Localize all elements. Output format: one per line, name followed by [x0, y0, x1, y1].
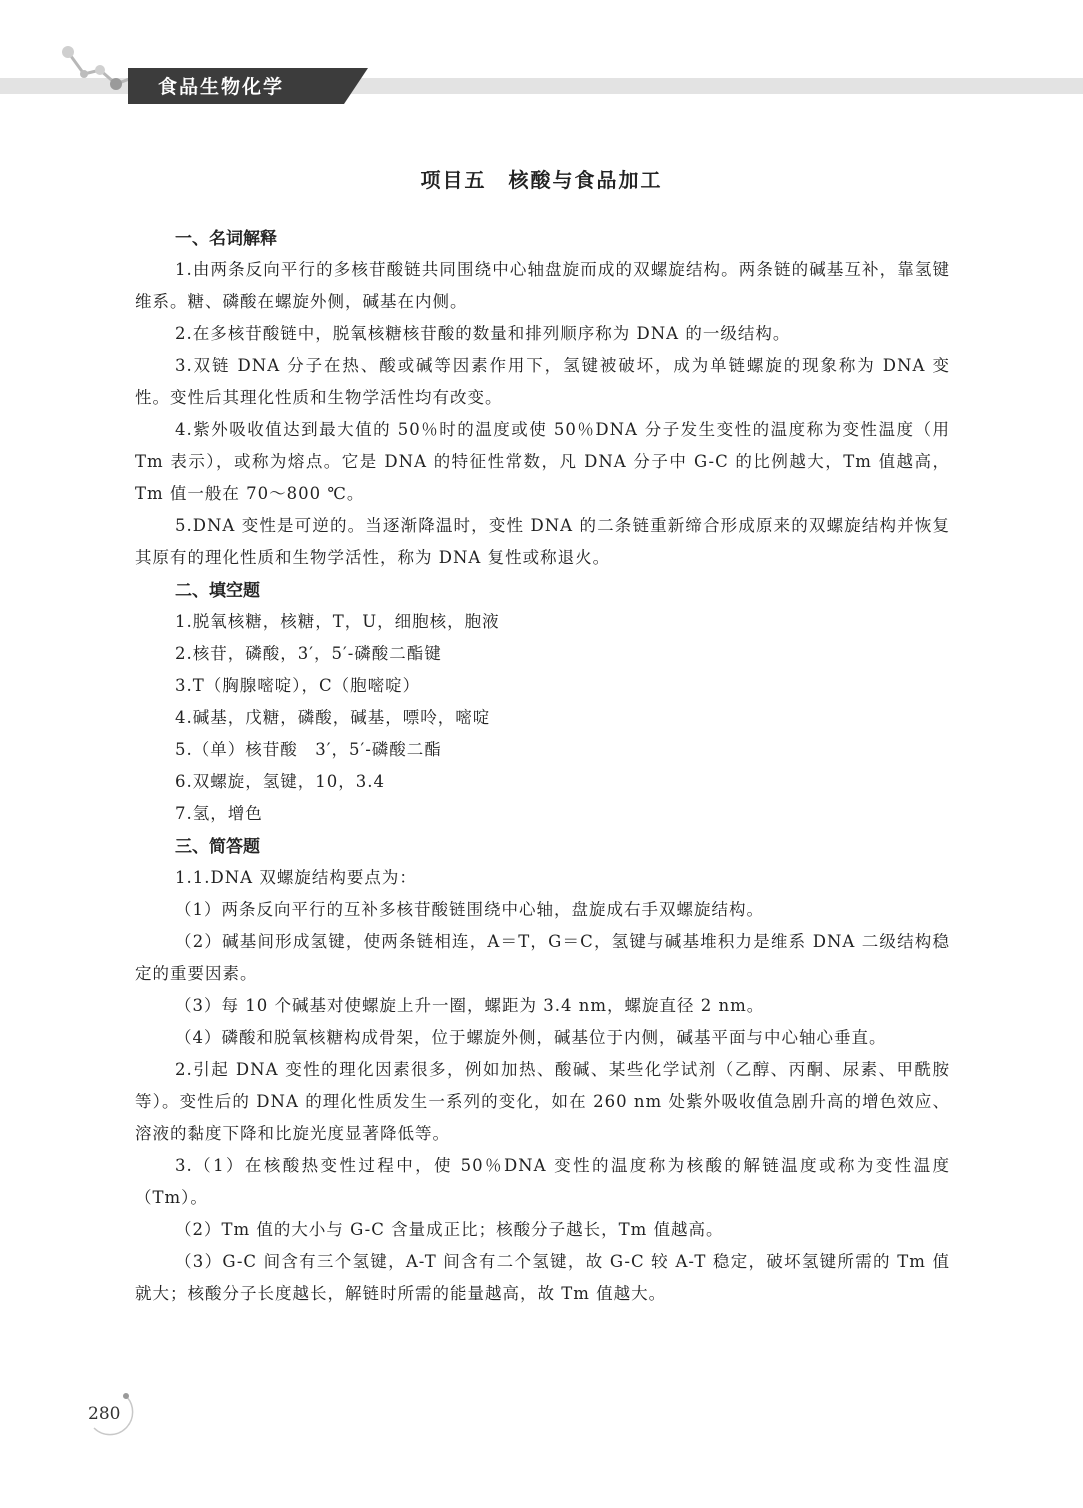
answer-line: 2.核苷，磷酸，3′，5′-磷酸二酯键: [175, 644, 442, 663]
paragraph: （2）碱基间形成氢键，使两条链相连，A＝T，G＝C，氢键与碱基堆积力是维系 DNA 二级结构稳定的重要因素。: [135, 932, 950, 983]
paragraph: 1.1.DNA 双螺旋结构要点为：: [175, 868, 417, 887]
page-title: 项目五 核酸与食品加工: [420, 168, 663, 192]
paragraph: （1）两条反向平行的互补多核苷酸链围绕中心轴，盘旋成右手双螺旋结构。: [175, 900, 764, 919]
answer-line: 3.T（胸腺嘧啶），C（胞嘧啶）: [175, 676, 421, 695]
paragraph: 5.DNA 变性是可逆的。当逐渐降温时，变性 DNA 的二条链重新缔合形成原来的双螺旋结构并恢复其原有的理化性质和生物学活性，称为 DNA 复性或称退火。: [135, 516, 950, 567]
paragraph: （3）G-C 间含有三个氢键，A-T 间含有二个氢键，故 G-C 较 A-T 稳定，破坏氢键所需的 Tm 值就大；核酸分子长度越长，解链时所需的能量越高，故 Tm 值越大。: [135, 1252, 950, 1303]
section-title: 一、名词解释: [175, 229, 277, 249]
paragraph: （3）每 10 个碱基对使螺旋上升一圈，螺距为 3.4 nm，螺旋直径 2 nm。: [175, 996, 765, 1015]
paragraph: 4.紫外吸收值达到最大值的 50％时的温度或使 50％DNA 分子发生变性的温度称为变性温度（用 Tm 表示），或称为熔点。它是 DNA 的特征性常数，凡 DNA 分子中 G-C 的比例越大，Tm 值越高，Tm 值一般在 70～800 ℃。: [135, 420, 950, 503]
paragraph: 2.在多核苷酸链中，脱氧核糖核苷酸的数量和排列顺序称为 DNA 的一级结构。: [175, 324, 791, 343]
section-fill-blank: [135, 576, 950, 830]
section-title: 三、简答题: [175, 837, 260, 857]
content: [135, 224, 950, 1312]
answer-line: 5.（单）核苷酸 3′，5′-磷酸二酯: [175, 740, 442, 759]
paragraph: 2.引起 DNA 变性的理化因素很多，例如加热、酸碱、某些化学试剂（乙醇、丙酮、尿素、甲酰胺等）。变性后的 DNA 的理化性质发生一系列的变化，如在 260 nm 处紫外吸收值急剧升高的增色效应、溶液的黏度下降和比旋光度显著降低等。: [135, 1060, 950, 1143]
answer-line: 6.双螺旋，氢键，10，3.4: [175, 772, 385, 791]
section-short-answer: [135, 832, 950, 1310]
answer-line: 4.碱基，戊糖，磷酸，碱基，嘌呤，嘧啶: [175, 708, 491, 727]
page-number: 280: [88, 1404, 121, 1424]
paragraph: （4）磷酸和脱氧核糖构成骨架，位于螺旋外侧，碱基位于内侧，碱基平面与中心轴心垂直。: [175, 1028, 887, 1047]
paragraph: （2）Tm 值的大小与 G-C 含量成正比；核酸分子越长，Tm 值越高。: [175, 1220, 724, 1239]
section-definitions: [135, 224, 950, 574]
paragraph: 3.双链 DNA 分子在热、酸或碱等因素作用下，氢键被破坏，成为单链螺旋的现象称为 DNA 变性。变性后其理化性质和生物学活性均有改变。: [135, 356, 950, 407]
page-header: [0, 0, 1083, 110]
book-title: 食品生物化学: [158, 76, 285, 98]
answer-line: 7.氢，增色: [175, 804, 263, 823]
section-title: 二、填空题: [175, 581, 260, 601]
answer-line: 1.脱氧核糖，核糖，T，U，细胞核，胞液: [175, 612, 500, 631]
paragraph: 3.（1）在核酸热变性过程中，使 50％DNA 变性的温度称为核酸的解链温度或称为变性温度（Tm）。: [135, 1156, 950, 1207]
paragraph: 1.由两条反向平行的多核苷酸链共同围绕中心轴盘旋而成的双螺旋结构。两条链的碱基互补，靠氢键维系。糖、磷酸在螺旋外侧，碱基在内侧。: [135, 260, 950, 311]
